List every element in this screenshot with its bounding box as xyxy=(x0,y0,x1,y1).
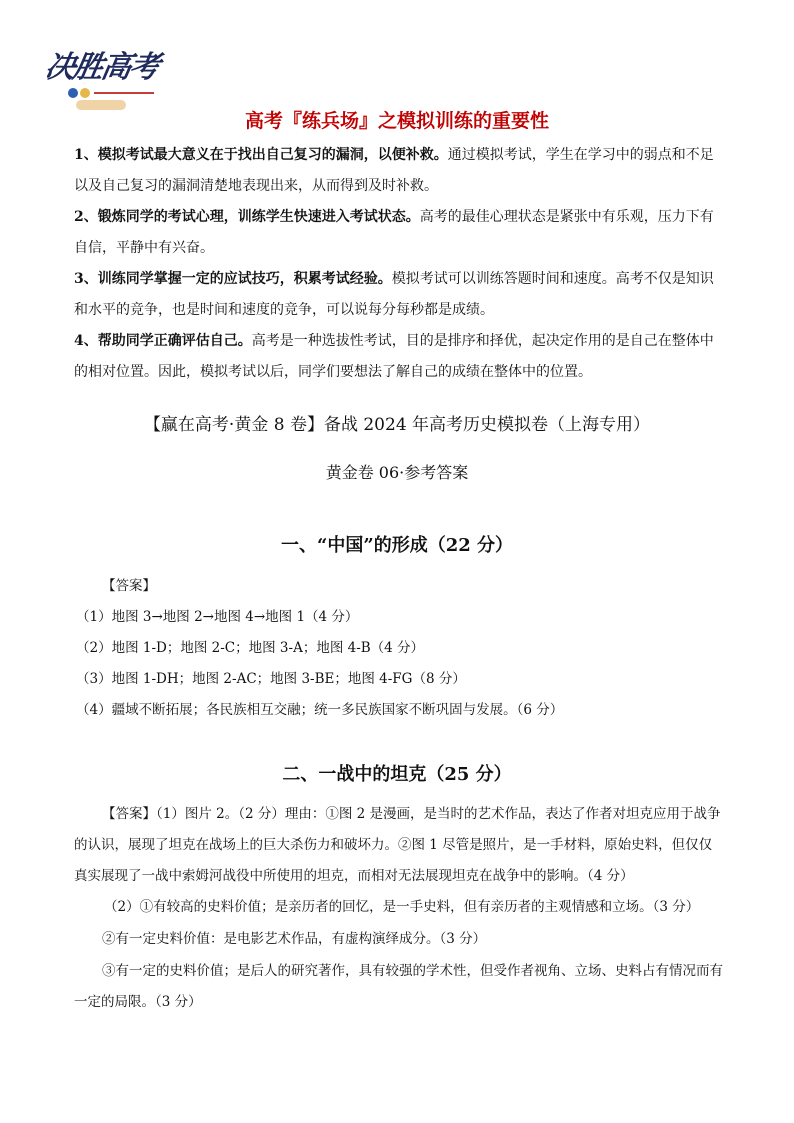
intro-point-3 xyxy=(74,264,724,326)
logo-decoration xyxy=(68,86,158,100)
intro-point-bold: 4、帮助同学正确评估自己。 xyxy=(74,333,252,349)
section1-line-1: （1）地图 3→地图 2→地图 4→地图 1（4 分） xyxy=(76,609,359,625)
section1-line-2: （2）地图 1-D；地图 2-C；地图 3-A；地图 4-B（4 分） xyxy=(76,640,425,656)
intro-point-4 xyxy=(74,326,724,388)
section2-para-4: ③有一定的史料价值；是后人的研究著作，具有较强的学术性，但受作者视角、立场、史料占有情况而有一定的局限。（3 分） xyxy=(74,963,723,1010)
intro-point-bold: 3、训练同学掌握一定的应试技巧，积累考试经验。 xyxy=(74,271,392,287)
logo-text: 决胜高考 xyxy=(42,50,161,85)
section1-line-3: （3）地图 1-DH；地图 2-AC；地图 3-BE；地图 4-FG（8 分） xyxy=(76,671,466,687)
intro-point-text: 高考是一种选拔性考试，目的是排序和择优，起决定作用的是自己在整体中的相对位置。因此，模拟考试以后，同学们要想法了解自己的成绩在整体中的位置。 xyxy=(74,333,714,380)
section2-heading: 二、一战中的坦克（25 分） xyxy=(282,764,512,785)
section1-answer-label: 【答案】 xyxy=(102,578,156,594)
intro-title: 高考『练兵场』之模拟训练的重要性 xyxy=(244,110,549,132)
intro-point-text: 通过模拟考试，学生在学习中的弱点和不足以及自己复习的漏洞清楚地表现出来，从而得到及时补救。 xyxy=(74,147,714,194)
section2-para-2: （2）①有较高的史料价值；是亲历者的回忆，是一手史料，但有亲历者的主观情感和立场。（3 分） xyxy=(104,899,700,915)
intro-point-2 xyxy=(74,202,724,264)
exam-title: 【赢在高考·黄金 8 卷】备战 2024 年高考历史模拟卷（上海专用） xyxy=(143,415,651,435)
intro-point-1 xyxy=(74,140,724,202)
intro-point-text: 高考的最佳心理状态是紧张中有乐观，压力下有自信，平静中有兴奋。 xyxy=(74,209,714,256)
section1-heading: 一、“中国”的形成（22 分） xyxy=(280,535,514,556)
intro-point-text: 模拟考试可以训练答题时间和速度。高考不仅是知识和水平的竞争，也是时间和速度的竞争，可以说每分每秒都是成绩。 xyxy=(74,271,714,318)
section2-para-1: 【答案】（1）图片 2。（2 分）理由：①图 2 是漫画，是当时的艺术作品，表达了作者对坦克应用于战争的认识，展现了坦克在战场上的巨大杀伤力和破坏力。②图 1 尽管是照片，是一手材料，原始史料，但仅仅真实展现了一战中索姆河战役中所使用的坦克，而相对无法展现坦克在战争中的影响。（4 分） xyxy=(74,806,721,884)
exam-subtitle: 黄金卷 06·参考答案 xyxy=(325,463,469,482)
section1-line-4: （4）疆域不断拓展；各民族相互交融；统一多民族国家不断巩固与发展。（6 分） xyxy=(76,702,564,718)
intro-point-bold: 1、模拟考试最大意义在于找出自己复习的漏洞，以便补救。 xyxy=(74,147,448,163)
section2-para-3: ②有一定史料价值：是电影艺术作品，有虚构演绎成分。（3 分） xyxy=(102,931,487,947)
intro-point-bold: 2、锻炼同学的考试心理，训练学生快速进入考试状态。 xyxy=(74,209,420,225)
logo xyxy=(42,42,161,112)
